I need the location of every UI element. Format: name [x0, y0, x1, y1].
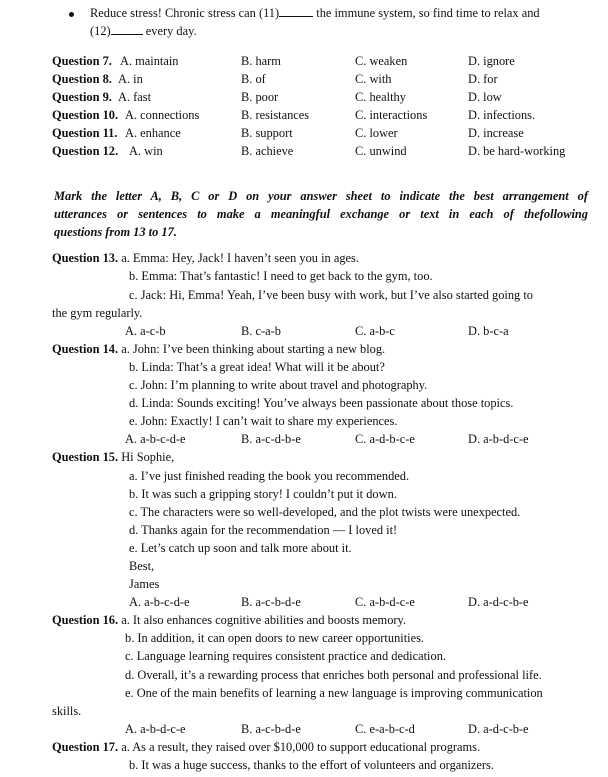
option-d[interactable]: D. a-d-c-b-e — [468, 595, 529, 609]
question-14-options — [0, 430, 608, 448]
option-d[interactable]: D. for — [468, 72, 498, 86]
question-13-line-c: c. Jack: Hi, Emma! Yeah, I’ve been busy with work, but I’ve also started going to — [129, 288, 533, 302]
question-16-options — [0, 720, 608, 738]
option-c[interactable]: C. lower — [355, 126, 398, 140]
question-16-line-e: e. One of the main benefits of learning a new language is improving communication — [125, 686, 543, 700]
question-15-options — [0, 593, 608, 611]
option-c[interactable]: C. weaken — [355, 54, 408, 68]
question-10-row: Question 10. A. connections B. resistances C. interactions D. infections. — [52, 108, 536, 122]
worksheet-page: Reduce stress! Chronic stress can (11) the immune system, so find time to relax and (12) every day. Question 7. A. maintain B. harm C. weaken D. ignore Question 8. A. in B. of C. with D. for Question 9. A. fast B. poor C. healthy D. low Question 10. A. connections B. resistances C. interactions D. infections. Question 11. A. enhance B. support C. lower D. increase Question 12. A. win B. achieve C. unwind D. be hard-working Mark the letter A, B, C or D on your answer sheet to indicate the best arrangement of utterances or sentences to make a meaningful exchange or text in each of thefollowing questions from 13 to 17. Question 13. a. Emma: Hey, Jack! I haven’t seen you in ages. b. Emma: That’s fantastic! I need to get back to the gym, too. c. Jack: Hi, Emma! Yeah, I’ve been busy with work, but I’ve also started going to the gym regularly. A. a-c-b B. c-a-b C. a-b-c D. b-c-a Question 14. a. John: I’ve been thinking about starting a new blog. b. Linda: That’s a great idea! What will it be about? c. John: I’m planning to write about travel and photography. d. Linda: Sounds exciting! You’ve always been passionate about those topics. e. John: Exactly! I can’t wait to share my experiences. A. a-b-c-d-e B. a-c-d-b-e C. a-d-b-c-e D. a-b-d-c-e Question 15. Hi Sophie, a. I’ve just finished reading the book you recommended. b. It was such a gripping story! I couldn’t put it down. c. The characters were so well-developed, and the plot twists were unexpected. d. Thanks again for the recommendation — I loved it! e. Let’s catch up soon and talk more about it. Best, James A. a-b-c-d-e B. a-c-b-d-e C. a-b-d-c-e D. a-d-c-b-e Question 16. a. It also enhances cognitive abilities and boosts memory. b. In addition, it can open doors to new career opportunities. c. Language learning requires consistent practice and dedication. d. Overall, it’s a rewarding process that enriches both personal and professional life. e. One of the main benefits of learning a new language is improving communication skills. A. a-b-d-c-e B. a-c-b-d-e C. e-a-b-c-d D. a-d-c-b-e Question 17. a. As a result, they raised over $10,000 to support educational programs. b. It was a huge success, thanks to the effort of volunteers and organizers. — [0, 0, 608, 777]
question-7-row: Question 7. A. maintain B. harm C. weaken D. ignore — [52, 54, 515, 68]
question-14-line-d: d. Linda: Sounds exciting! You’ve always been passionate about those topics. — [129, 396, 514, 410]
option-c[interactable]: C. with — [355, 72, 392, 86]
option-a[interactable]: A. enhance — [125, 126, 181, 140]
question-15-line-a: a. I’ve just finished reading the book you recommended. — [129, 469, 410, 483]
bullet-line-2: (12) every day. — [90, 24, 197, 38]
question-13-line-c-cont: the gym regularly. — [52, 306, 143, 320]
option-c[interactable]: C. a-b-d-c-e — [355, 595, 415, 609]
option-a[interactable]: A. connections — [125, 108, 200, 122]
question-14-line-e: e. John: Exactly! I can’t wait to share my experiences. — [129, 414, 398, 428]
question-14-line-c: c. John: I’m planning to write about travel and photography. — [129, 378, 428, 392]
option-b[interactable]: B. a-c-b-d-e — [241, 722, 301, 736]
question-13-line-a: Question 13. a. Emma: Hey, Jack! I haven’t seen you in ages. — [52, 251, 359, 265]
question-8-row: Question 8. A. in B. of C. with D. for — [52, 72, 498, 86]
option-c[interactable]: C. unwind — [355, 144, 407, 158]
option-b[interactable]: B. poor — [241, 90, 279, 104]
question-13-line-b: b. Emma: That’s fantastic! I need to get back to the gym, too. — [129, 269, 433, 283]
option-d[interactable]: D. increase — [468, 126, 524, 140]
question-15-line-d: d. Thanks again for the recommendation — I loved it! — [129, 523, 398, 537]
option-d[interactable]: D. a-b-d-c-e — [468, 432, 529, 446]
option-d[interactable]: D. a-d-c-b-e — [468, 722, 529, 736]
option-a[interactable]: A. fast — [118, 90, 152, 104]
bullet-paragraph — [0, 0, 608, 40]
option-b[interactable]: B. support — [241, 126, 293, 140]
question-16-line-d: d. Overall, it’s a rewarding process that enriches both personal and professional life. — [125, 668, 542, 682]
option-a[interactable]: A. a-c-b — [125, 324, 166, 338]
option-a[interactable]: A. a-b-c-d-e — [125, 432, 186, 446]
question-16-line-a: Question 16. a. It also enhances cognitive abilities and boosts memory. — [52, 613, 406, 627]
option-d[interactable]: D. ignore — [468, 54, 515, 68]
option-c[interactable]: C. healthy — [355, 90, 406, 104]
question-13-options — [0, 322, 608, 340]
question-9-row: Question 9. A. fast B. poor C. healthy D. low — [52, 90, 502, 104]
bullet-dot-icon — [69, 12, 74, 17]
question-15-signature: James — [129, 577, 160, 591]
option-d[interactable]: D. be hard-working — [468, 144, 566, 158]
option-b[interactable]: B. c-a-b — [241, 324, 281, 338]
option-b[interactable]: B. achieve — [241, 144, 294, 158]
option-a[interactable]: A. maintain — [120, 54, 179, 68]
question-14-line-b: b. Linda: That’s a great idea! What will it be about? — [129, 360, 385, 374]
question-17-line-a: Question 17. a. As a result, they raised over $10,000 to support educational programs. — [52, 740, 481, 754]
option-a[interactable]: A. win — [129, 144, 163, 158]
option-d[interactable]: D. infections. — [468, 108, 536, 122]
question-15-closing: Best, — [129, 559, 155, 573]
question-11-row: Question 11. A. enhance B. support C. lower D. increase — [52, 126, 524, 140]
option-a[interactable]: A. a-b-c-d-e — [129, 595, 190, 609]
question-17-line-b: b. It was a huge success, thanks to the effort of volunteers and organizers. — [129, 758, 494, 772]
option-a[interactable]: A. a-b-d-c-e — [125, 722, 186, 736]
option-c[interactable]: C. e-a-b-c-d — [355, 722, 415, 736]
option-d[interactable]: D. low — [468, 90, 502, 104]
question-15-line-c: c. The characters were so well-developed, and the plot twists were unexpected. — [129, 505, 521, 519]
option-a[interactable]: A. in — [118, 72, 143, 86]
option-b[interactable]: B. harm — [241, 54, 281, 68]
question-16-line-b: b. In addition, it can open doors to new career opportunities. — [125, 631, 425, 645]
question-12-row: Question 12. A. win B. achieve C. unwind D. be hard-working — [52, 144, 566, 158]
blank-11[interactable] — [279, 4, 313, 17]
option-d[interactable]: D. b-c-a — [468, 324, 509, 338]
question-15-line-b: b. It was such a gripping story! I couldn’t put it down. — [129, 487, 397, 501]
option-b[interactable]: B. of — [241, 72, 266, 86]
question-16-line-c: c. Language learning requires consistent practice and dedication. — [125, 649, 446, 663]
option-b[interactable]: B. a-c-b-d-e — [241, 595, 301, 609]
option-c[interactable]: C. interactions — [355, 108, 428, 122]
blank-12[interactable] — [111, 22, 143, 35]
question-16-line-e-cont: skills. — [52, 704, 82, 718]
option-c[interactable]: C. a-b-c — [355, 324, 395, 338]
bullet-line-1: Reduce stress! Chronic stress can (11) the immune system, so find time to relax and — [90, 6, 540, 20]
question-14-line-a: Question 14. a. John: I’ve been thinking about starting a new blog. — [52, 342, 386, 356]
option-b[interactable]: B. a-c-d-b-e — [241, 432, 301, 446]
question-15-greeting: Question 15. Hi Sophie, — [52, 450, 175, 464]
option-c[interactable]: C. a-d-b-c-e — [355, 432, 415, 446]
option-b[interactable]: B. resistances — [241, 108, 310, 122]
question-15-line-e: e. Let’s catch up soon and talk more about it. — [129, 541, 352, 555]
